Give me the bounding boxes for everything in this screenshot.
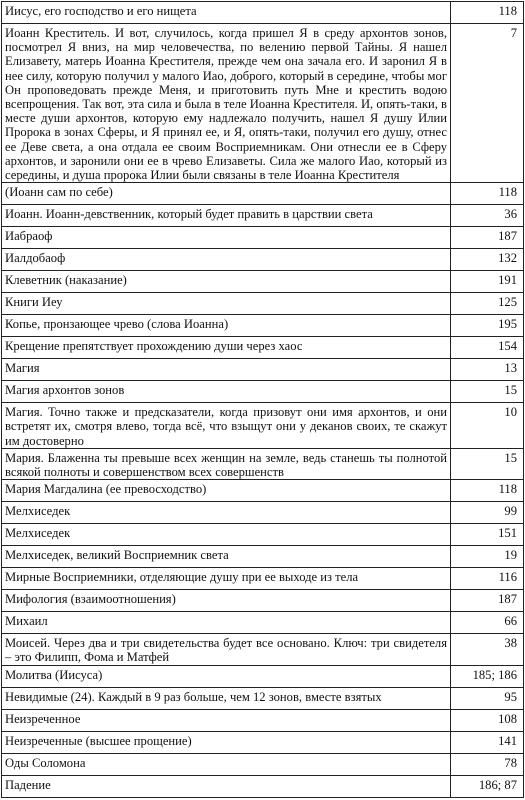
index-topic: (Иоанн сам по себе): [2, 183, 451, 205]
index-page-number: 141: [451, 731, 524, 753]
table-row: [2, 709, 524, 731]
index-topic: Иисус, его господство и его нищета: [2, 2, 451, 24]
index-page-number: 19: [451, 546, 524, 568]
table-row: [2, 665, 524, 687]
index-topic: Мария Магдалина (ее превосходство): [2, 480, 451, 502]
index-page-number: 66: [451, 612, 524, 634]
index-page-number: 15: [451, 381, 524, 403]
index-page-number: 125: [451, 293, 524, 315]
table-row: [2, 315, 524, 337]
index-page-number: 7: [451, 24, 524, 183]
index-topic: Мифология (взаимоотношения): [2, 590, 451, 612]
index-topic: Магия: [2, 359, 451, 381]
index-page-number: 108: [451, 709, 524, 731]
index-page-number: 151: [451, 524, 524, 546]
table-row: [2, 205, 524, 227]
table-row: [2, 480, 524, 502]
index-topic: Книги Иеу: [2, 293, 451, 315]
index-topic: Мирные Восприемники, отделяющие душу при ее выходе из тела: [2, 568, 451, 590]
index-topic: Мария. Блаженна ты превыше всех женщин на земле, ведь станешь ты полнотой всякой полноты и совершенством всех совершенств: [2, 448, 451, 479]
index-page-number: 13: [451, 359, 524, 381]
index-page-number: 118: [451, 183, 524, 205]
table-row: [2, 24, 524, 183]
table-row: [2, 249, 524, 271]
index-page-number: 78: [451, 753, 524, 775]
table-row: [2, 227, 524, 249]
index-page-number: 38: [451, 634, 524, 665]
table-row: [2, 590, 524, 612]
index-topic: Мелхиседек, великий Восприемник света: [2, 546, 451, 568]
index-page-number: 15: [451, 448, 524, 479]
table-row: [2, 775, 524, 797]
index-topic: Невидимые (24). Каждый в 9 раз больше, чем 12 зонов, вместе взятых: [2, 687, 451, 709]
index-topic: Иабраоф: [2, 227, 451, 249]
index-topic: Магия архонтов зонов: [2, 381, 451, 403]
table-row: [2, 2, 524, 24]
index-page-number: 185; 186: [451, 665, 524, 687]
index-body: [2, 2, 524, 798]
index-topic: Михаил: [2, 612, 451, 634]
table-row: [2, 271, 524, 293]
index-page-number: 154: [451, 337, 524, 359]
index-page-number: 195: [451, 315, 524, 337]
index-topic: Клеветник (наказание): [2, 271, 451, 293]
index-topic: Магия. Точно также и предсказатели, когда призовут они имя архонтов, и они встретят их, смотря влево, тогда всё, что взыщут они у деканов своих, те скажут им достоверно: [2, 403, 451, 449]
table-row: [2, 634, 524, 665]
index-topic: Неизреченное: [2, 709, 451, 731]
index-page-number: 132: [451, 249, 524, 271]
subject-index-table: [1, 1, 524, 798]
table-row: [2, 524, 524, 546]
table-row: [2, 448, 524, 479]
index-topic: Крещение препятствует прохождению души через хаос: [2, 337, 451, 359]
table-row: [2, 293, 524, 315]
index-page-number: 95: [451, 687, 524, 709]
index-topic: Неизреченные (высшее прощение): [2, 731, 451, 753]
table-row: [2, 403, 524, 449]
index-topic: Молитва (Иисуса): [2, 665, 451, 687]
table-row: [2, 568, 524, 590]
index-topic: Мелхиседек: [2, 524, 451, 546]
index-topic: Оды Соломона: [2, 753, 451, 775]
index-page-number: 10: [451, 403, 524, 449]
index-page-number: 186; 87: [451, 775, 524, 797]
index-topic: Копье, пронзающее чрево (слова Иоанна): [2, 315, 451, 337]
table-row: [2, 381, 524, 403]
table-row: [2, 687, 524, 709]
index-page-number: 118: [451, 480, 524, 502]
table-row: [2, 502, 524, 524]
table-row: [2, 753, 524, 775]
table-row: [2, 183, 524, 205]
index-page-number: 191: [451, 271, 524, 293]
index-page-number: 118: [451, 2, 524, 24]
index-page-number: 187: [451, 590, 524, 612]
index-topic: Мелхиседек: [2, 502, 451, 524]
index-topic: Иалдобаоф: [2, 249, 451, 271]
index-topic: Иоанн Креститель. И вот, случилось, когда пришел Я в среду архонтов зонов, посмотрел Я вниз, на мир человечества, по велению первой Тайны. Я нашел Елизавету, матерь Иоанна Крестителя, прежде чем она зачала его. И заронил Я в нее силу, которую получил у малого Иао, доброго, который в середине, чтобы мог Он проповедовать прежде Меня, и приготовить путь Мне и крестить водою всепрощения. Так вот, эта сила и была в теле Иоанна Крестителя. И, опять-таки, в месте души архонтов, которую ему надлежало получить, нашел Я душу Илии Пророка в зонах Сферы, и Я принял ее, и Я, опять-таки, получил его душу, отнес ее Деве света, а она отдала ее своим Восприемникам. Они отнесли ее в Сферу архонтов, и заронили они ее в чрево Елизаветы. Сила же малого Иао, который из середины, и душа пророка Илии были связаны в теле Иоанна Крестителя: [2, 24, 451, 183]
index-topic: Моисей. Через два и три свидетельства будет все основано. Ключ: три свидетеля – это Филипп, Фома и Матфей: [2, 634, 451, 665]
index-topic: Падение: [2, 775, 451, 797]
table-row: [2, 546, 524, 568]
table-row: [2, 337, 524, 359]
index-page-number: 99: [451, 502, 524, 524]
index-page-number: 36: [451, 205, 524, 227]
table-row: [2, 359, 524, 381]
index-page-number: 116: [451, 568, 524, 590]
index-page-number: 187: [451, 227, 524, 249]
table-row: [2, 731, 524, 753]
index-topic: Иоанн. Иоанн-девственник, который будет править в царствии света: [2, 205, 451, 227]
table-row: [2, 612, 524, 634]
